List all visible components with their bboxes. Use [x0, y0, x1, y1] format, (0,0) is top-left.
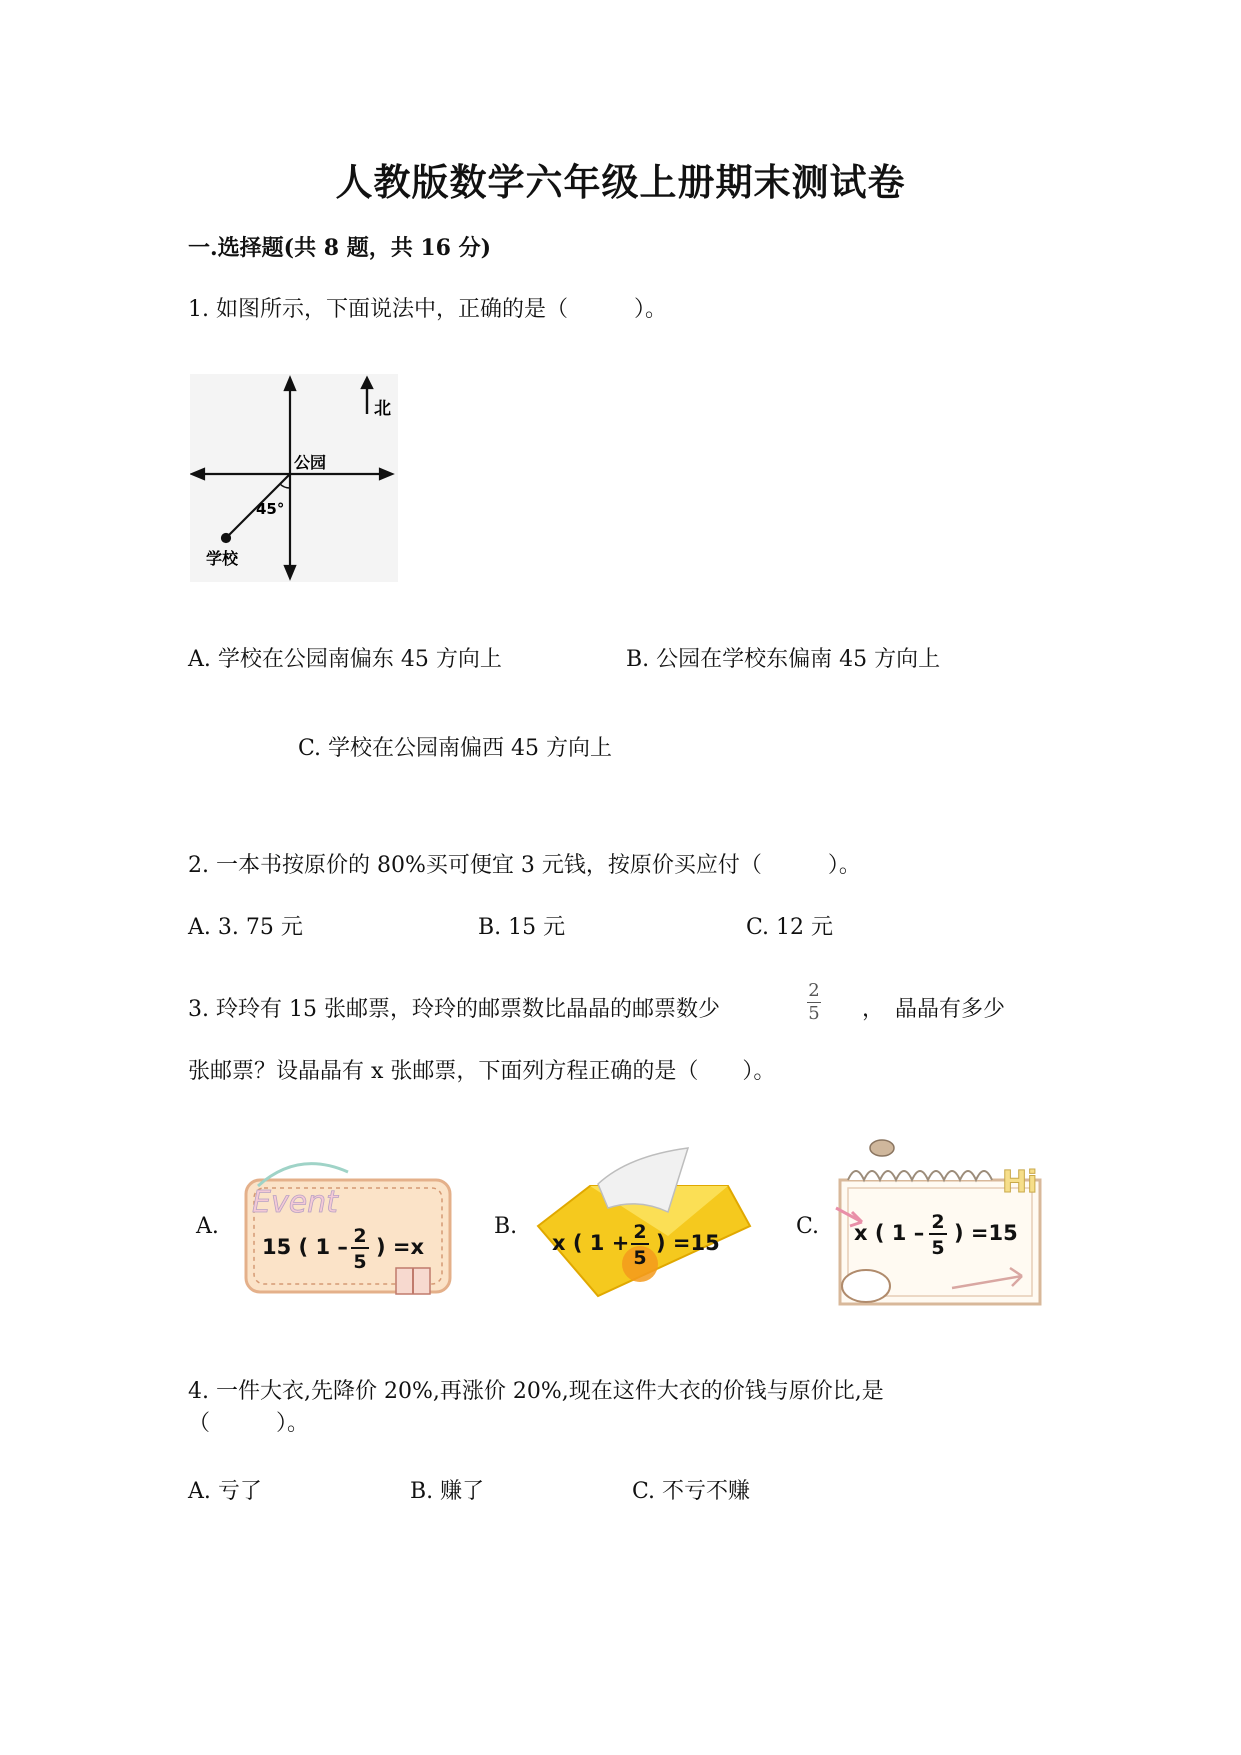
question-3-stem-part2: ， 晶晶有多少 [862, 997, 1006, 1022]
question-2-stem: 2. 一本书按原价的 80%买可便宜 3 元钱，按原价买应付（ ）。 [188, 853, 861, 878]
question-1-stem: 1. 如图所示，下面说法中，正确的是（ ）。 [188, 297, 667, 322]
school-label: 学校 [206, 549, 239, 568]
section-heading: 一.选择题(共 8 题，共 16 分) [188, 235, 492, 261]
question-3-stem-line2: 张邮票？设晶晶有 x 张邮票，下面列方程正确的是（ ）。 [188, 1059, 776, 1084]
card-a-numerator: 2 [353, 1225, 367, 1247]
teacup-icon [842, 1270, 890, 1302]
card-c-denominator: 5 [931, 1237, 945, 1259]
card-b-denominator: 5 [633, 1247, 647, 1269]
question-4-option-a[interactable]: A. 亏了 [188, 1479, 262, 1504]
card-a-equation-right: ) =x [376, 1235, 425, 1259]
option-c-card[interactable] [822, 1136, 1052, 1312]
card-c-equation-right: ) =15 [954, 1221, 1018, 1245]
park-label: 公园 [294, 453, 327, 472]
card-a-equation-left: 15 ( 1 – [262, 1235, 348, 1259]
page-title: 人教版数学六年级上册期末测试卷 [335, 160, 906, 204]
angle-label: 45° [256, 500, 285, 518]
card-c-scallop-border [848, 1171, 992, 1180]
card-a-decoration-text: Event [252, 1185, 338, 1220]
north-label: 北 [374, 399, 391, 419]
card-c-equation-left: x ( 1 – [854, 1221, 925, 1245]
question-4-option-b[interactable]: B. 赚了 [410, 1479, 485, 1504]
question-2-option-a[interactable]: A. 3. 75 元 [188, 915, 303, 940]
card-c-numerator: 2 [931, 1211, 945, 1233]
card-b-equation-right: ) =15 [656, 1231, 720, 1255]
question-1-option-b[interactable]: B. 公园在学校东偏南 45 方向上 [626, 647, 941, 672]
question-4-stem-line1: 4. 一件大衣,先降价 20%,再涨价 20%,现在这件大衣的价钱与原价比,是 [188, 1379, 884, 1404]
question-3-stem-part1: 3. 玲玲有 15 张邮票，玲玲的邮票数比晶晶的邮票数少 [188, 997, 720, 1022]
card-c-decoration-text: Hi [1002, 1165, 1038, 1200]
question-4-stem-line2: （ ）。 [188, 1411, 310, 1436]
option-a-card[interactable] [238, 1150, 458, 1300]
card-b-equation-left: x ( 1 + [552, 1231, 630, 1255]
question-3-fraction [807, 982, 821, 1023]
fraction-denominator: 5 [808, 1003, 820, 1024]
question-1-option-a[interactable]: A. 学校在公园南偏东 45 方向上 [188, 647, 502, 672]
bird-icon [870, 1140, 894, 1156]
option-b-card[interactable] [528, 1146, 758, 1306]
question-1-option-c[interactable]: C. 学校在公园南偏西 45 方向上 [298, 736, 613, 761]
fraction-numerator: 2 [808, 980, 820, 1001]
direction-diagram [190, 374, 398, 582]
card-b-numerator: 2 [633, 1221, 647, 1243]
question-3-label-a[interactable]: A. [196, 1214, 219, 1239]
question-3-label-c[interactable]: C. [796, 1214, 820, 1239]
card-a-denominator: 5 [353, 1251, 367, 1273]
school-point [222, 534, 230, 542]
question-3-label-b[interactable]: B. [494, 1214, 518, 1239]
question-2-option-c[interactable]: C. 12 元 [746, 915, 834, 940]
question-2-option-b[interactable]: B. 15 元 [478, 915, 566, 940]
question-4-option-c[interactable]: C. 不亏不赚 [632, 1479, 751, 1504]
